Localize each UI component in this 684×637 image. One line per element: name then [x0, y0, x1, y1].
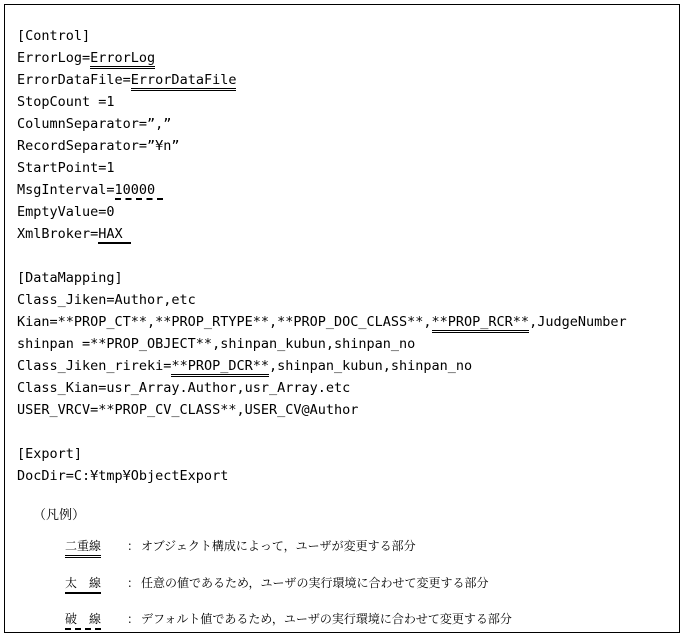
config-line	[17, 201, 671, 223]
legend-key	[65, 537, 127, 558]
config-line	[17, 113, 671, 135]
plain-text: ,JudgeNumber	[529, 314, 627, 330]
config-line	[17, 91, 671, 113]
legend-item	[65, 574, 671, 594]
legend-key	[65, 574, 127, 594]
plain-text: StopCount =1	[17, 94, 115, 110]
legend-separator: ：	[127, 576, 140, 590]
config-line	[17, 355, 671, 377]
plain-text: USER_VRCV=**PROP_CV_CLASS**,USER_CV@Author	[17, 402, 359, 418]
plain-text: StartPoint=1	[17, 160, 115, 176]
legend-description: 任意の値であるため，ユーザの実行環境に合わせて変更する部分	[141, 576, 489, 590]
config-line	[17, 157, 671, 179]
legend-separator: ：	[127, 612, 140, 626]
marked-text-bold: HAX	[98, 226, 131, 242]
plain-text: [Export]	[17, 446, 83, 462]
plain-text: shinpan =**PROP_OBJECT**,shinpan_kubun,shinpan_no	[17, 336, 416, 352]
plain-text: ,shinpan_kubun,shinpan_no	[268, 358, 473, 374]
config-line	[17, 47, 671, 69]
plain-text: Class_Jiken_rireki=	[17, 358, 172, 374]
config-line	[17, 25, 671, 47]
plain-text: ColumnSeparator=”,”	[17, 116, 172, 132]
plain-text: DocDir=C:¥tmp¥ObjectExport	[17, 468, 229, 484]
blank-line	[17, 421, 671, 443]
config-line	[17, 443, 671, 465]
legend-item	[65, 537, 671, 558]
config-text-block	[17, 25, 671, 637]
legend-key-sample-dash: 破 線	[65, 610, 101, 630]
config-line	[17, 377, 671, 399]
config-line	[17, 311, 671, 333]
plain-text: ErrorDataFile=	[17, 72, 131, 88]
document-frame	[4, 4, 680, 633]
plain-text: XmlBroker=	[17, 226, 99, 242]
plain-text: EmptyValue=0	[17, 204, 115, 220]
plain-text: MsgInterval=	[17, 182, 115, 198]
marked-text-double: ErrorDataFile	[131, 72, 237, 91]
plain-text: RecordSeparator=”¥n”	[17, 138, 180, 154]
plain-text: [DataMapping]	[17, 270, 123, 286]
config-line	[17, 179, 671, 201]
marked-text-double: **PROP_DCR**	[171, 358, 269, 377]
config-line	[17, 289, 671, 311]
plain-text: Kian=**PROP_CT**,**PROP_RTYPE**,**PROP_DOC_CLASS**,	[17, 314, 432, 330]
plain-text: Class_Kian=usr_Array.Author,usr_Array.etc	[17, 380, 351, 396]
legend-key-sample-double: 二重線	[65, 537, 101, 558]
config-line	[17, 399, 671, 421]
marked-text-dash: 10000	[114, 182, 164, 198]
legend-list	[65, 537, 671, 630]
plain-text: [Control]	[17, 28, 91, 44]
config-line	[17, 69, 671, 91]
blank-line	[17, 245, 671, 267]
config-line	[17, 465, 671, 487]
legend-item	[65, 610, 671, 630]
legend-key	[65, 610, 127, 630]
config-line	[17, 135, 671, 157]
config-line	[17, 333, 671, 355]
legend-title: （凡例）	[33, 508, 86, 523]
legend-separator: ：	[127, 539, 140, 553]
legend-key-sample-bold: 太 線	[65, 574, 101, 594]
plain-text: ErrorLog=	[17, 50, 91, 66]
marked-text-double: ErrorLog	[90, 50, 155, 69]
config-line	[17, 267, 671, 289]
plain-text: Class_Jiken=Author,etc	[17, 292, 196, 308]
legend-description: デフォルト値であるため，ユーザの実行環境に合わせて変更する部分	[141, 612, 512, 626]
legend-description: オブジェクト構成によって，ユーザが変更する部分	[141, 539, 416, 553]
marked-text-double: **PROP_RCR**	[432, 314, 530, 333]
config-line	[17, 223, 671, 245]
